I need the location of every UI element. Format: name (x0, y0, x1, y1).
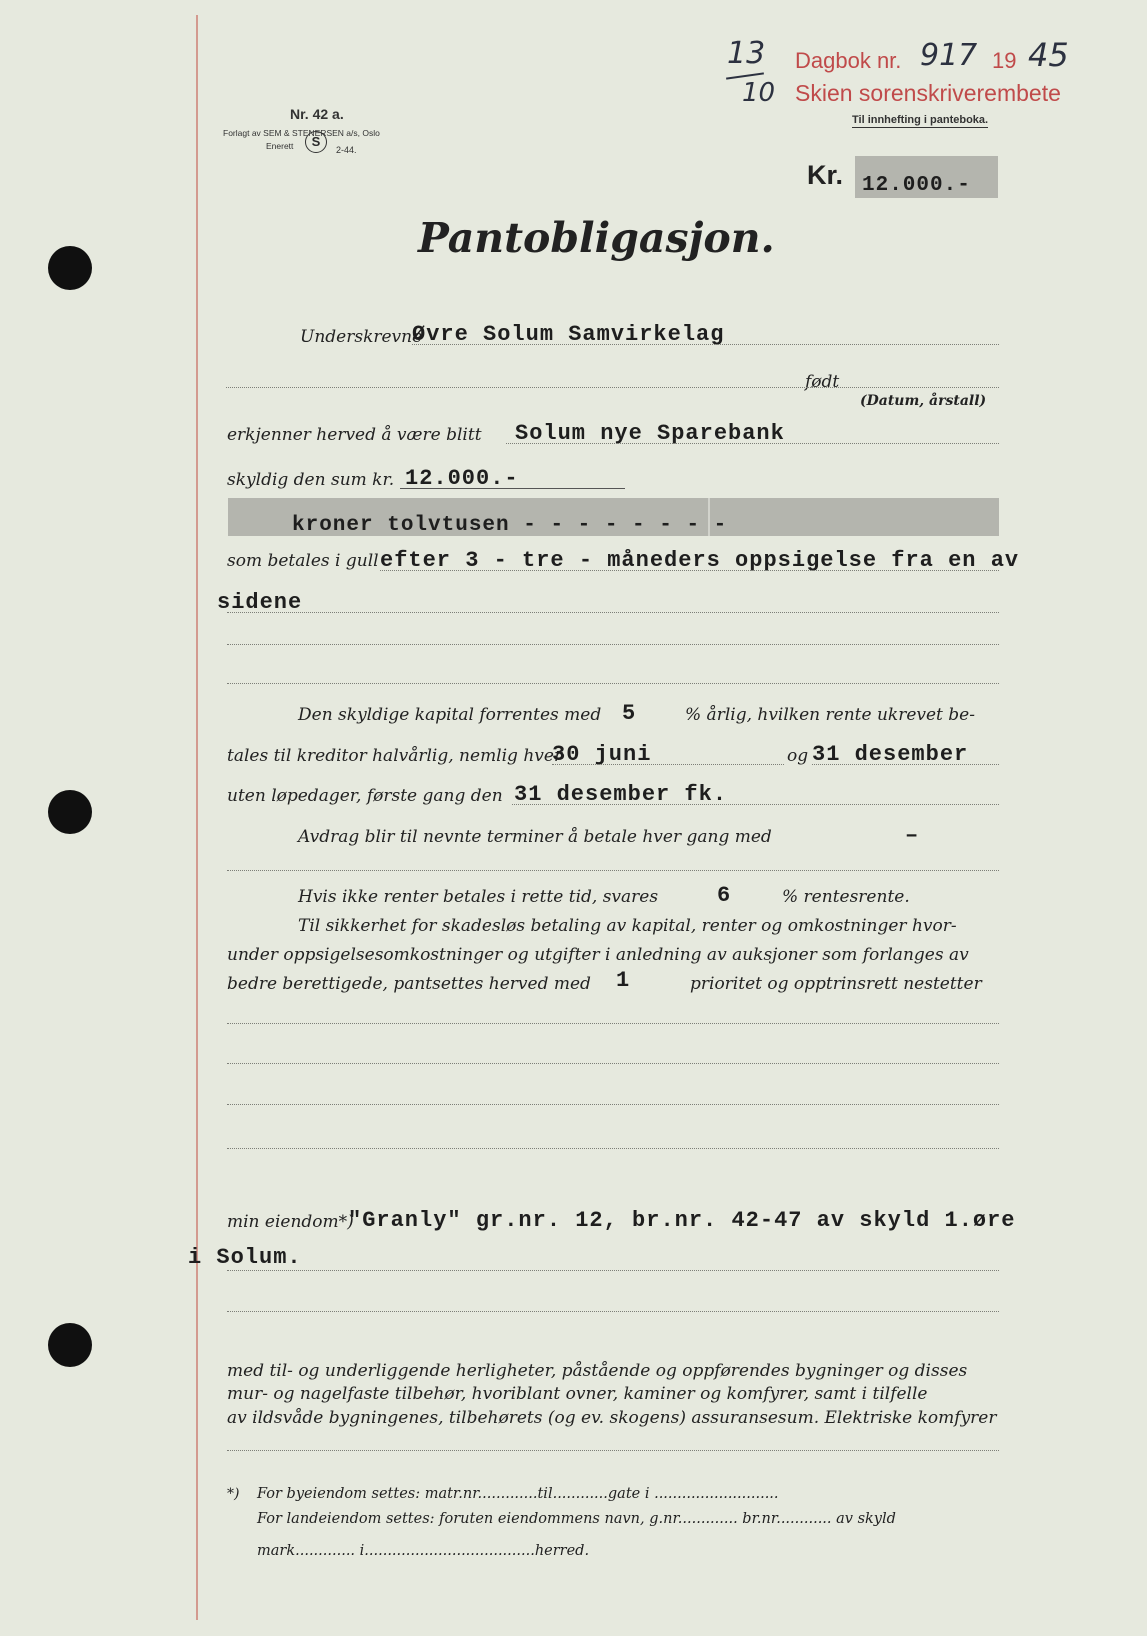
publisher-line: Forlagt av SEM & STENERSEN a/s, Oslo (223, 128, 380, 138)
amount-label: Kr. (807, 160, 844, 190)
security-rule-3 (227, 1104, 999, 1105)
footnote-line-2: For landeiendom settes: foruten eiendommens navn, g.nr............. br.nr............ av skyld (257, 1511, 896, 1527)
sum-rule (400, 488, 625, 489)
margin-rule (196, 15, 198, 1620)
appurtenance-rule (227, 1450, 999, 1451)
property-rule-1 (227, 1270, 999, 1271)
born-rule (226, 387, 999, 388)
appurtenance-line-3: av ildsvåde bygningenes, tilbehørets (og ev. skogens) assuransesum. Elektriske komfyrer (227, 1408, 997, 1428)
form-number: Nr. 42 a. (290, 106, 344, 122)
footnote-line-3: mark............. i.....................................herred. (257, 1543, 590, 1559)
security-line-3a: bedre berettigede, pantsettes herved med (227, 974, 591, 994)
avdrag-value: – (905, 823, 920, 848)
born-hint: (Datum, årstall) (860, 393, 987, 409)
handwritten-date-month: 10 (742, 78, 776, 108)
office-name: Skien sorenskriverembete (795, 80, 1061, 106)
handwritten-date-day: 13 (727, 36, 766, 71)
priority-value: 1 (616, 968, 631, 993)
undersigned-label: Underskrevne (300, 327, 423, 347)
born-label: født (805, 372, 840, 392)
undersigned-value: Øvre Solum Samvirkelag (412, 322, 725, 347)
dagbok-year-prefix: 19 (992, 48, 1017, 73)
interest-rate: 5 (622, 701, 637, 726)
footnote-line-1: For byeiendom settes: matr.nr.............til............gate i ........................... (257, 1486, 779, 1502)
appurtenance-line-1: med til- og underliggende herligheter, påstående og oppførendes bygninger og disses (227, 1361, 968, 1381)
interest-og: og (787, 746, 809, 766)
payment-terms-line-1: efter 3 - tre - måneders oppsigelse fra en av (380, 548, 1020, 573)
amount-value: 12.000.- (862, 174, 971, 197)
interest-text-1: Den skyldige kapital forrentes med (298, 705, 602, 725)
date-2-rule (812, 764, 999, 765)
sum-label: skyldig den sum kr. (227, 470, 395, 490)
binder-hole-2 (48, 790, 92, 834)
avdrag-text: Avdrag blir til nevnte terminer å betale hver gang med (298, 827, 772, 847)
owes-label: erkjenner herved å være blitt (227, 425, 482, 445)
security-rule-4 (227, 1148, 999, 1149)
binder-hole-1 (48, 246, 92, 290)
terms-rule-3 (227, 644, 999, 645)
property-desc-2: i Solum. (188, 1245, 302, 1270)
page-title: Pantobligasjon. (418, 214, 775, 262)
first-date-rule (512, 804, 999, 805)
binder-hole-3 (48, 1323, 92, 1367)
interest-text-2: % årlig, hvilken rente ukrevet be- (685, 705, 975, 725)
creditor-rule (506, 443, 999, 444)
date-1-rule (552, 764, 784, 765)
interest-text-4: uten løpedager, første gang den (227, 786, 503, 806)
property-rule-2 (227, 1311, 999, 1312)
stamp-note: Til innhefting i panteboka. (852, 114, 989, 126)
late-text-1: Hvis ikke renter betales i rette tid, svares (298, 887, 659, 907)
security-rule-2 (227, 1063, 999, 1064)
sum-value: 12.000.- (405, 466, 519, 491)
undersigned-rule (412, 344, 999, 345)
terms-rule-4 (227, 683, 999, 684)
interest-date-2: 31 desember (812, 742, 969, 767)
appurtenance-line-2: mur- og nagelfaste tilbehør, hvoriblant ovner, kaminer og komfyrer, samt i tilfelle (227, 1384, 928, 1404)
security-line-3b: prioritet og opptrinsrett nestetter (690, 974, 982, 994)
security-line-1: Til sikkerhet for skadesløs betaling av kapital, renter og omkostninger hvor- (298, 916, 957, 936)
late-rate: 6 (717, 883, 732, 908)
security-rule-1 (227, 1023, 999, 1024)
interest-text-3: tales til kreditor halvårlig, nemlig hver (227, 746, 563, 766)
dagbok-number: 917 (920, 38, 978, 73)
sum-in-words: kroner tolvtusen - - - - - - - - (292, 514, 728, 537)
avdrag-rule (227, 870, 999, 871)
dagbok-year-suffix: 45 (1028, 36, 1069, 74)
property-label: min eiendom*) (227, 1212, 354, 1232)
dagbok-label: Dagbok nr. (795, 48, 902, 73)
property-desc-1: "Granly" gr.nr. 12, br.nr. 42-47 av skyld 1.øre (348, 1208, 1016, 1233)
form-date: 2-44. (336, 145, 357, 155)
publisher-logo-icon: S (305, 131, 327, 153)
security-line-2: under oppsigelsesomkostninger og utgifter i anledning av auksjoner som forlanges av (227, 945, 969, 965)
enerett-label: Enerett (266, 141, 294, 151)
terms-rule-2 (227, 612, 999, 613)
paid-label: som betales i gull (227, 551, 379, 571)
interest-date-1: 30 juni (552, 742, 652, 767)
payment-terms-line-2: sidene (217, 590, 303, 615)
creditor-value: Solum nye Sparebank (515, 421, 785, 446)
first-payment-date: 31 desember fk. (514, 782, 728, 807)
terms-rule-1 (380, 570, 999, 571)
late-text-2: % rentesrente. (782, 887, 910, 907)
footnote-star: *) (227, 1486, 240, 1502)
